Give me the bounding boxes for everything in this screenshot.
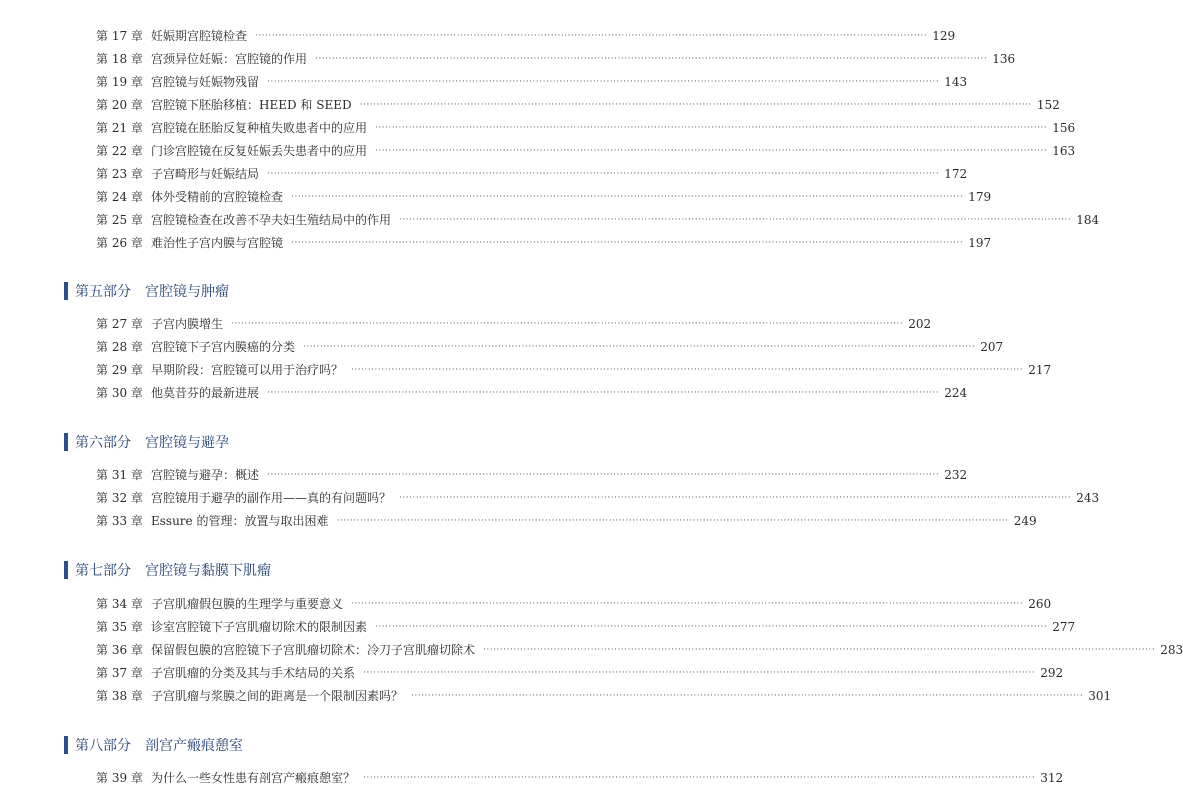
dot-leader: ········································································································································································································ [315,54,988,64]
chapter-title: 为什么一些女性患有剖宫产瘢痕憩室？ [151,771,356,785]
page-number: 184 [1076,213,1100,227]
section-number: 第八部分 [75,738,131,754]
chapter-number: 第 26 章 [96,236,143,250]
chapter-title: 宫腔镜下子宫内膜癌的分类 [151,340,296,354]
dot-leader: ········································································································································································································ [375,146,1048,156]
toc-entry[interactable] [96,315,932,333]
chapter-title: 体外受精前的宫腔镜检查 [151,190,284,204]
chapter-title: 难治性子宫内膜与宫腔镜 [151,236,284,250]
dot-leader: ········································································································································································································ [336,516,1009,526]
page-number: 312 [1040,771,1064,785]
chapter-number: 第 30 章 [96,386,143,400]
section-marker [64,282,68,300]
chapter-number: 第 37 章 [96,666,143,680]
chapter-title: 宫腔镜下胚胎移植：HEED 和 SEED [151,98,352,112]
chapter-number: 第 18 章 [96,52,143,66]
chapter-title: 宫腔镜用于避孕的副作用——真的有问题吗？ [151,491,392,505]
dot-leader: ········································································································································································································ [375,123,1048,133]
page-number: 249 [1013,514,1037,528]
chapter-title: 宫腔镜在胚胎反复种植失败患者中的应用 [151,121,368,135]
chapter-title: 子宫肌瘤的分类及其与手术结局的关系 [151,666,356,680]
toc-entry[interactable] [96,211,1100,229]
dot-leader: ········································································································································································································ [363,668,1036,678]
chapter-number: 第 29 章 [96,363,143,377]
dot-leader: ········································································································································································································ [231,319,904,329]
page-number: 301 [1088,689,1112,703]
toc-entry[interactable] [96,73,968,91]
chapter-number: 第 24 章 [96,190,143,204]
section-marker [64,736,68,754]
page-number: 292 [1040,666,1064,680]
chapter-number: 第 35 章 [96,620,143,634]
chapter-title: 门诊宫腔镜在反复妊娠丢失患者中的应用 [151,144,368,158]
chapter-title: 早期阶段：宫腔镜可以用于治疗吗？ [151,363,344,377]
chapter-number: 第 21 章 [96,121,143,135]
page-number: 143 [944,75,968,89]
chapter-number: 第 22 章 [96,144,143,158]
toc-entry[interactable] [96,165,968,183]
page-number: 197 [968,236,992,250]
chapter-number: 第 39 章 [96,771,143,785]
dot-leader: ········································································································································································································ [267,169,940,179]
dot-leader: ········································································································································································································ [375,622,1048,632]
dot-leader: ········································································································································································································ [303,342,976,352]
toc-entry[interactable] [96,119,1076,137]
toc-entry[interactable] [96,142,1076,160]
section-number: 第七部分 [75,563,131,579]
chapter-title: Essure 的管理：放置与取出困难 [151,514,329,528]
dot-leader: ········································································································································································································ [399,493,1072,503]
toc-entry[interactable] [96,96,1060,114]
chapter-title: 宫腔镜与避孕：概述 [151,468,260,482]
section-marker [64,561,68,579]
dot-leader: ········································································································································································································ [267,77,940,87]
page-number: 156 [1052,121,1076,135]
chapter-number: 第 28 章 [96,340,143,354]
page-number: 224 [944,386,968,400]
dot-leader: ········································································································································································································ [483,645,1156,655]
dot-leader: ········································································································································································································ [399,215,1072,225]
chapter-number: 第 36 章 [96,643,143,657]
chapter-number: 第 23 章 [96,167,143,181]
section-heading [64,280,229,302]
dot-leader: ········································································································································································································ [255,31,928,41]
chapter-title: 宫颈异位妊娠：宫腔镜的作用 [151,52,308,66]
page-number: 202 [908,317,932,331]
chapter-title: 子宫畸形与妊娠结局 [151,167,260,181]
toc-entry[interactable] [96,27,956,45]
section-heading [64,559,271,581]
chapter-number: 第 38 章 [96,689,143,703]
dot-leader: ········································································································································································································ [267,470,940,480]
toc-entry[interactable] [96,687,1112,705]
toc-entry[interactable] [96,618,1076,636]
page-number: 217 [1028,363,1052,377]
toc-entry[interactable] [96,489,1100,507]
chapter-title: 子宫肌瘤与浆膜之间的距离是一个限制因素吗？ [151,689,404,703]
page-number: 136 [992,52,1016,66]
toc-entry[interactable] [96,361,1052,379]
chapter-number: 第 20 章 [96,98,143,112]
section-title: 宫腔镜与肿瘤 [145,284,229,300]
page-number: 129 [932,29,956,43]
section-title: 宫腔镜与避孕 [145,435,229,451]
section-number: 第五部分 [75,284,131,300]
chapter-title: 诊室宫腔镜下子宫肌瘤切除术的限制因素 [151,620,368,634]
dot-leader: ········································································································································································································ [351,599,1024,609]
page-number: 172 [944,167,968,181]
page-number: 163 [1052,144,1076,158]
page-number: 232 [944,468,968,482]
chapter-title: 保留假包膜的宫腔镜下子宫肌瘤切除术：冷刀子宫肌瘤切除术 [151,643,476,657]
toc-entry[interactable] [96,595,1052,613]
chapter-title: 宫腔镜与妊娠物残留 [151,75,260,89]
chapter-number: 第 31 章 [96,468,143,482]
chapter-number: 第 27 章 [96,317,143,331]
toc-entry[interactable] [96,664,1064,682]
chapter-number: 第 19 章 [96,75,143,89]
chapter-number: 第 34 章 [96,597,143,611]
toc-entry[interactable] [96,466,968,484]
dot-leader: ········································································································································································································ [291,192,964,202]
toc-entry[interactable] [96,234,992,252]
toc-entry[interactable] [96,641,1183,659]
chapter-title: 妊娠期宫腔镜检查 [151,29,248,43]
section-marker [64,433,68,451]
chapter-title: 子宫肌瘤假包膜的生理学与重要意义 [151,597,344,611]
chapter-number: 第 17 章 [96,29,143,43]
toc-entry[interactable] [96,50,1016,68]
chapter-title: 他莫昔芬的最新进展 [151,386,260,400]
dot-leader: ········································································································································································································ [411,691,1084,701]
chapter-number: 第 32 章 [96,491,143,505]
page-number: 243 [1076,491,1100,505]
page-number: 277 [1052,620,1076,634]
dot-leader: ········································································································································································································ [291,238,964,248]
toc-entry[interactable] [96,769,1064,787]
page-number: 207 [980,340,1004,354]
section-number: 第六部分 [75,435,131,451]
toc-entry[interactable] [96,188,992,206]
toc-entry[interactable] [96,384,968,402]
section-title: 剖宫产瘢痕憩室 [145,738,243,754]
chapter-number: 第 25 章 [96,213,143,227]
chapter-title: 宫腔镜检查在改善不孕夫妇生殖结局中的作用 [151,213,392,227]
chapter-title: 子宫内膜增生 [151,317,224,331]
dot-leader: ········································································································································································································ [359,100,1032,110]
dot-leader: ········································································································································································································ [363,773,1036,783]
section-heading [64,431,229,453]
dot-leader: ········································································································································································································ [267,388,940,398]
toc-entry[interactable] [96,512,1037,530]
page-number: 283 [1160,643,1183,657]
page-number: 152 [1036,98,1060,112]
page-number: 179 [968,190,992,204]
chapter-number: 第 33 章 [96,514,143,528]
section-heading [64,734,243,756]
toc-entry[interactable] [96,338,1004,356]
section-title: 宫腔镜与黏膜下肌瘤 [145,563,271,579]
dot-leader: ········································································································································································································ [351,365,1024,375]
page-number: 260 [1028,597,1052,611]
